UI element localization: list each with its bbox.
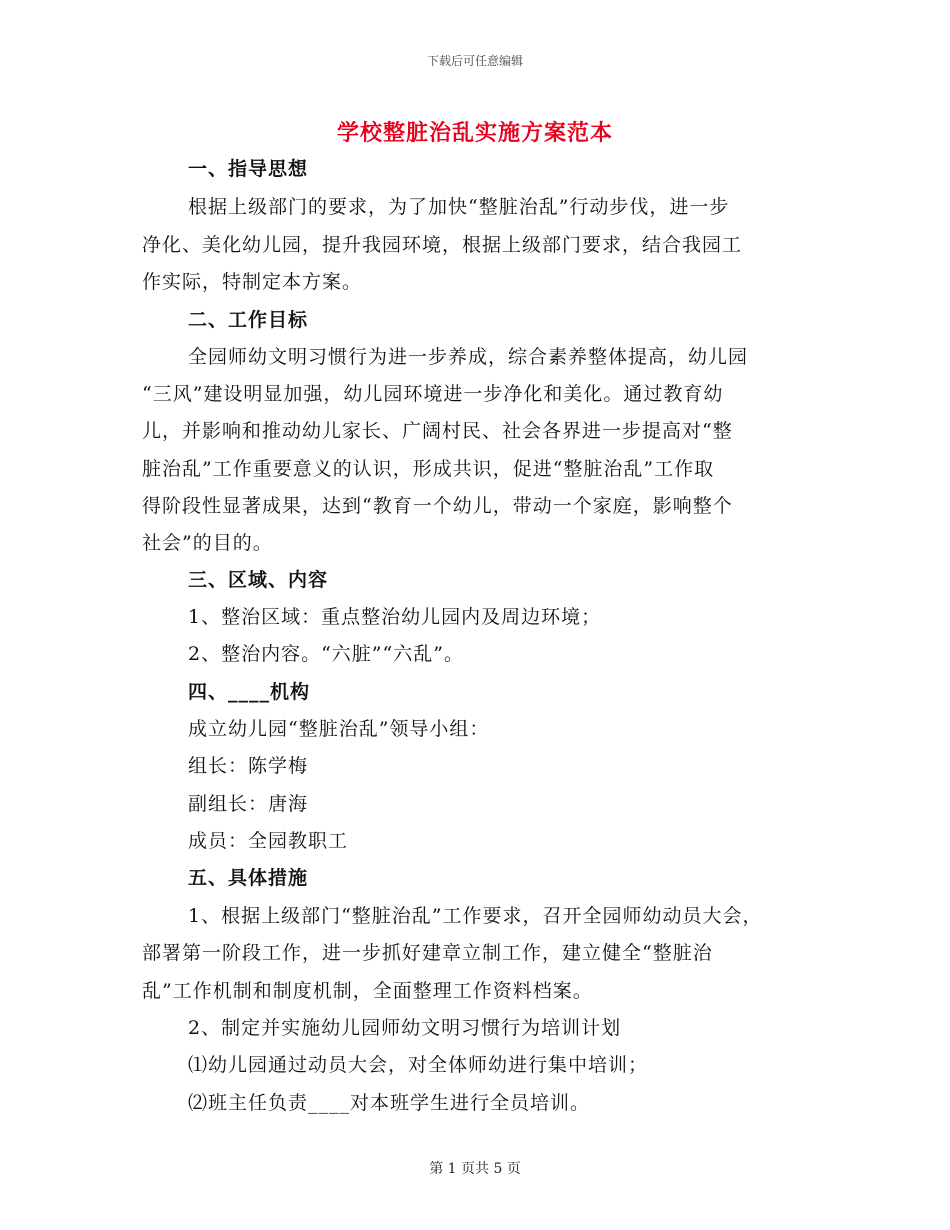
section-heading-4: 四、____机构 <box>188 681 311 703</box>
paragraph-line: 乱”工作机制和制度机制，全面整理工作资料档案。 <box>142 980 593 1002</box>
paragraph-line: 2、整治内容。“六脏”“六乱”。 <box>188 643 464 665</box>
header-note: 下载后可任意编辑 <box>426 54 523 68</box>
paragraph-line: 部署第一阶段工作，进一步抓好建章立制工作，建立健全“整脏治 <box>142 942 713 964</box>
paragraph-line: 净化、美化幼儿园，提升我园环境，根据上级部门要求，结合我园工 <box>142 234 743 256</box>
paragraph-line: 1、根据上级部门“整脏治乱”工作要求，召开全园师幼动员大会， <box>188 905 763 927</box>
paragraph-line: 根据上级部门的要求，为了加快“整脏治乱”行动步伐，进一步 <box>188 196 730 218</box>
paragraph-line: 作实际，特制定本方案。 <box>142 271 363 293</box>
section-heading-1: 一、指导思想 <box>188 158 309 180</box>
section-heading-5: 五、具体措施 <box>188 867 309 889</box>
paragraph-line: 儿，并影响和推动幼儿家长、广阔村民、社会各界进一步提高对“整 <box>142 420 733 442</box>
paragraph-line: 脏治乱”工作重要意义的认识，形成共识，促进“整脏治乱”工作取 <box>142 458 715 480</box>
paragraph-line: “三风”建设明显加强，幼儿园环境进一步净化和美化。通过教育幼 <box>142 383 724 405</box>
section-heading-3: 三、区域、内容 <box>188 569 329 591</box>
paragraph-line: 2、制定并实施幼儿园师幼文明习惯行为培训计划 <box>188 1017 622 1039</box>
paragraph-line: 社会”的目的。 <box>142 532 273 554</box>
paragraph-line: 全园师幼文明习惯行为进一步养成，综合素养整体提高，幼儿园 <box>188 346 749 368</box>
paragraph-line: 成立幼儿园“整脏治乱”领导小组： <box>188 718 490 740</box>
paragraph-line: 1、整治区域：重点整治幼儿园内及周边环境； <box>188 606 602 628</box>
page-number-footer: 第 1 页共 5 页 <box>429 1161 521 1177</box>
paragraph-line: 副组长：唐海 <box>188 793 309 815</box>
paragraph-line: ⑵班主任负责____对本班学生进行全员培训。 <box>188 1092 591 1114</box>
paragraph-line: 组长：陈学梅 <box>188 755 309 777</box>
paragraph-line: ⑴幼儿园通过动员大会，对全体师幼进行集中培训； <box>188 1054 649 1076</box>
document-title: 学校整脏治乱实施方案范本 <box>336 120 613 146</box>
paragraph-line: 得阶段性显著成果，达到“教育一个幼儿，带动一个家庭，影响整个 <box>142 495 733 517</box>
paragraph-line: 成员：全园教职工 <box>188 830 349 852</box>
section-heading-2: 二、工作目标 <box>188 309 309 331</box>
